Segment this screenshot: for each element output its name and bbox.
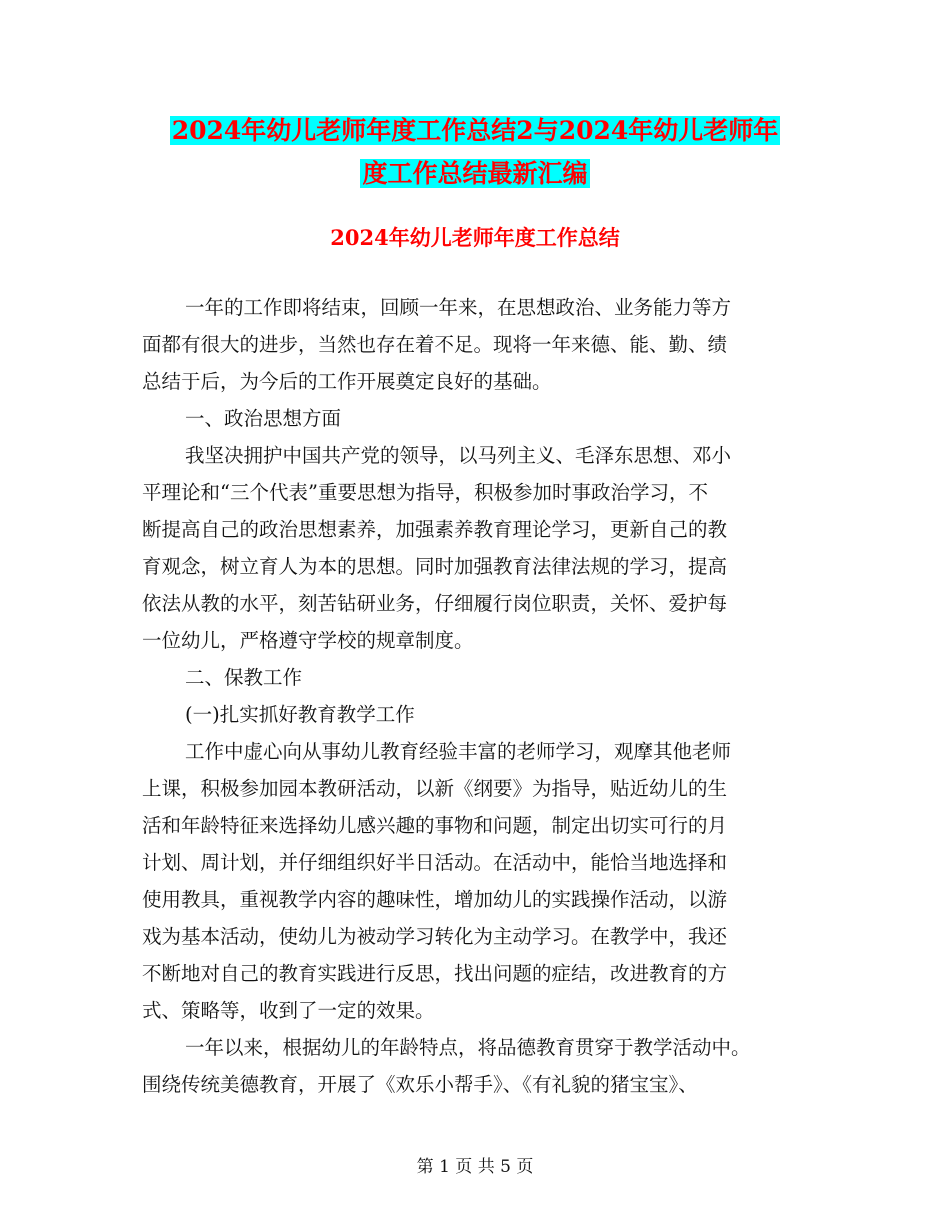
paragraph-line: 围绕传统美德教育，开展了《欢乐小帮手》、《有礼貌的猪宝宝》、 xyxy=(142,1073,698,1096)
paragraph-line: 式、策略等，收到了一定的效果。 xyxy=(142,999,435,1022)
paragraph-line: 使用教具，重视教学内容的趣味性，增加幼儿的实践操作活动，以游 xyxy=(142,888,728,911)
heading-line: 二、保教工作 xyxy=(185,666,303,689)
paragraph-line: 不断地对自己的教育实践进行反思，找出问题的症结，改进教育的方 xyxy=(142,962,728,985)
paragraph-line: 总结于后，为今后的工作开展奠定良好的基础。 xyxy=(142,370,552,393)
paragraph-line: 活和年龄特征来选择幼儿感兴趣的事物和问题，制定出切实可行的月 xyxy=(142,814,728,837)
paragraph-line: 工作中虚心向从事幼儿教育经验丰富的老师学习，观摩其他老师 xyxy=(185,740,732,763)
paragraph-line: 上课，积极参加园本教研活动，以新《纲要》为指导，贴近幼儿的生 xyxy=(142,777,728,800)
paragraph-line: 我坚决拥护中国共产党的领导，以马列主义、毛泽东思想、邓小 xyxy=(185,444,732,467)
paragraph-line: 计划、周计划，并仔细组织好半日活动。在活动中，能恰当地选择和 xyxy=(142,851,728,874)
paragraph-line: 一位幼儿，严格遵守学校的规章制度。 xyxy=(142,629,474,652)
paragraph-line: 戏为基本活动，使幼儿为被动学习转化为主动学习。在教学中，我还 xyxy=(142,925,728,948)
paragraph-line: 一年的工作即将结束，回顾一年来，在思想政治、业务能力等方 xyxy=(185,296,732,319)
paragraph-line: 面都有很大的进步，当然也存在着不足。现将一年来德、能、勤、绩 xyxy=(142,333,728,356)
document-title-line-1: 2024年幼儿老师年度工作总结2与2024年幼儿老师年 xyxy=(171,116,779,145)
document-title-line-2: 度工作总结最新汇编 xyxy=(362,159,588,188)
heading-line: (一)扎实抓好教育教学工作 xyxy=(185,703,415,726)
paragraph-line: 一年以来，根据幼儿的年龄特点，将品德教育贯穿于教学活动中。 xyxy=(185,1036,751,1059)
paragraph-line: 依法从教的水平，刻苦钻研业务，仔细履行岗位职责，关怀、爱护每 xyxy=(142,592,728,615)
paragraph-line: 平理论和“三个代表”重要思想为指导，积极参加时事政治学习，不 xyxy=(142,481,708,504)
section-title: 2024年幼儿老师年度工作总结 xyxy=(330,225,620,250)
paragraph-line: 断提高自己的政治思想素养，加强素养教育理论学习，更新自己的教 xyxy=(142,518,728,541)
page-footer: 第 1 页 共 5 页 xyxy=(416,1157,534,1177)
paragraph-line: 育观念，树立育人为本的思想。同时加强教育法律法规的学习，提高 xyxy=(142,555,728,578)
heading-line: 一、政治思想方面 xyxy=(185,407,342,430)
